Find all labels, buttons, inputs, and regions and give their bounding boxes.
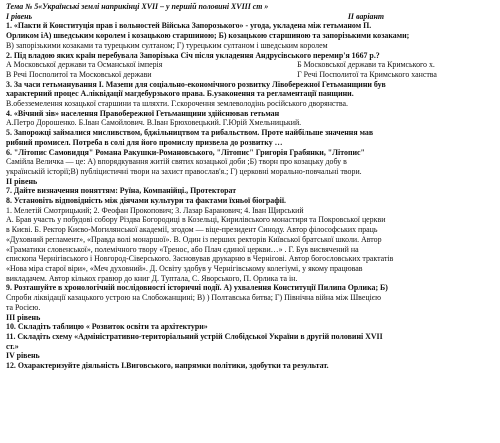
q5-line-1: 5. Запорожці займалися мисливством, бджільництвом та рибальством. Проте найбільше значення мав — [6, 128, 374, 138]
q11-line-2: ст.» — [6, 341, 19, 351]
q2-option-a: А Московської держави та Османської імперія — [6, 60, 163, 70]
question-8 — [6, 196, 494, 283]
question-5 — [6, 128, 494, 147]
question-4 — [6, 109, 494, 128]
q8-answers-3: «Духовний регламент», «Правда волі монаршої». В. Один із перших ректорів Київської братської школи. Автор — [6, 234, 382, 244]
q8-answers-7: викладачем. Автор кількох гравюр до книг Д. Туптала, С. Яворського, П. Орлика та ін. — [6, 273, 298, 283]
q8-answers-5: єпископа Чернігівського і Новгород-Сіверського. Засновував друкарню в Чернігові. Автор богословських трактатів — [6, 254, 394, 264]
q1-line-2: Орликом іА) шведським королем і козацькою старшиною; Б) козацькою старшиною та запорізькими козаками; — [6, 31, 410, 41]
q8-answers-1: А. Брав участь у побудові собору Різдва Богородиці в Козельці, Кирилівського монастиря та Покровської церкви — [6, 215, 386, 225]
q8-text: 8. Установіть відповідність між діячами культури та фактами їхньої біографії. — [6, 196, 287, 206]
question-3 — [6, 80, 494, 109]
q9-line-2: Спроби ліквідації казацького устрою на Слобожанщині; В) ) Полтавська битва; Г) Північна війна між Швецією — [6, 293, 382, 303]
q3-line-3: В.обезземелення козацької старшини та шляхти. Г.скорочення землеволодінь російського дворянства. — [6, 99, 348, 109]
q11-line-1: 11. Складіть схему «Адміністративно-територіальний устрій Слобідської України в другій половині XVII — [6, 331, 383, 341]
q3-line-2: характерний процес А.ліквідації магдебурзького права. Б.узаконення та регламентації панщини. — [6, 89, 354, 99]
q8-answers-6: «Нова міра старої віри», «Меч духовний». Д. Освіту здобув у Чернігівському колегіумі, у якому працював — [6, 263, 363, 273]
q9-line-1: 9. Розташуйте в хронологічній послідовності історичні події. А) ухвалення Конституції Пилипа Орлика; Б) — [6, 283, 388, 293]
q4-line-1: 4. «Вічний зів» населення Правобережної Гетьманщини здійснював гетьман — [6, 108, 280, 118]
q2-option-b: Б Московської держави та Кримського х. — [297, 60, 435, 70]
q5-line-2: рибний промисел. Потреба в солі для його промислу призвела до розвитку … — [6, 137, 283, 147]
q1-line-1: 1. «Пакти й Конституція прав і вольностей Війська Запорозького» - угода, укладена між гетьманом П. — [6, 21, 372, 31]
q8-people: 1. Мелетій Смотрицький; 2. Феофан Прокопович; 3. Лазар Баранович; 4. Іван Щирський — [6, 205, 304, 215]
q4-line-2: А.Петро Дорошенко. Б.Іван Самойлович. В.Іван Брюховецький. Г.Юрій Хмельницький. — [6, 118, 302, 128]
question-2 — [6, 51, 494, 80]
question-6 — [6, 148, 494, 177]
q2-options-row-2 — [6, 70, 494, 80]
q9-line-3: та Росією. — [6, 302, 41, 312]
q3-line-1: 3. За часи гетьманування І. Мазепи для соціально-економічного розвитку Лівобережної Гетьманщини був — [6, 79, 386, 89]
q7-text: 7. Дайте визначення поняттям: Руїна, Компанійці., Протекторат — [6, 186, 237, 196]
q10-text: 10. Складіть таблицю « Розвиток освіти та архітектури» — [6, 322, 208, 332]
question-9 — [6, 283, 494, 312]
worksheet-title: Тема № 5«Українські землі наприкінці XVII – у першій половині XVIII ст » — [6, 2, 269, 11]
q6-line-2: Самійла Величка — це: А) впорядкування житій святих козацької доби ;Б) творн про козацьку добу в — [6, 157, 347, 167]
q2-option-v: В Речі Посполитої та Московської держави — [6, 69, 152, 79]
variant-label: ІІ варіант — [347, 11, 384, 21]
level-4-label: IV рівень — [6, 351, 40, 361]
q8-answers-2: в Києві. Б. Ректор Києво-Могилянської академії, згодом — віце-президент Синоду. Автор філософських праць — [6, 225, 378, 235]
level-header — [6, 12, 494, 22]
q8-answers-4: «Граматики словенської», полемічного твору «Тренос, або Плач єдиної церкви…» . Г. Був висвячений на — [6, 244, 359, 254]
q6-line-1: 6. "Літопис Самовидця" Романа Ракушки-Романовського, "Літопис" Григорія Грабянки, "Літопис" — [6, 147, 365, 157]
q1-line-3: В) запорізькими козаками та турецьким султаном; Г) турецьким султаном і шведським королем — [6, 40, 328, 50]
level-2-label: ІІ рівень — [6, 176, 38, 186]
q12-text: 12. Охарактеризуйте діяльність І.Виговського, напрямки політики, здобутки та результат. — [6, 361, 329, 371]
level-3-label: ІІІ рівень — [6, 312, 41, 322]
q6-line-3: українській історії;В) публіцистичні твори на захист православ'я.; Г) церковні морально-повчальні твори. — [6, 166, 362, 176]
q2-text: 2. Під владою яких країн перебувала Запорізька Січ після укладення Андрусівського перемир'я 1667 р.? — [6, 50, 380, 60]
question-1 — [6, 21, 494, 50]
level-1-label: І рівень — [6, 11, 33, 21]
q2-option-g: Г Речі Посполитої та Кримського ханства — [297, 69, 437, 79]
q2-options-row-1 — [6, 60, 494, 70]
